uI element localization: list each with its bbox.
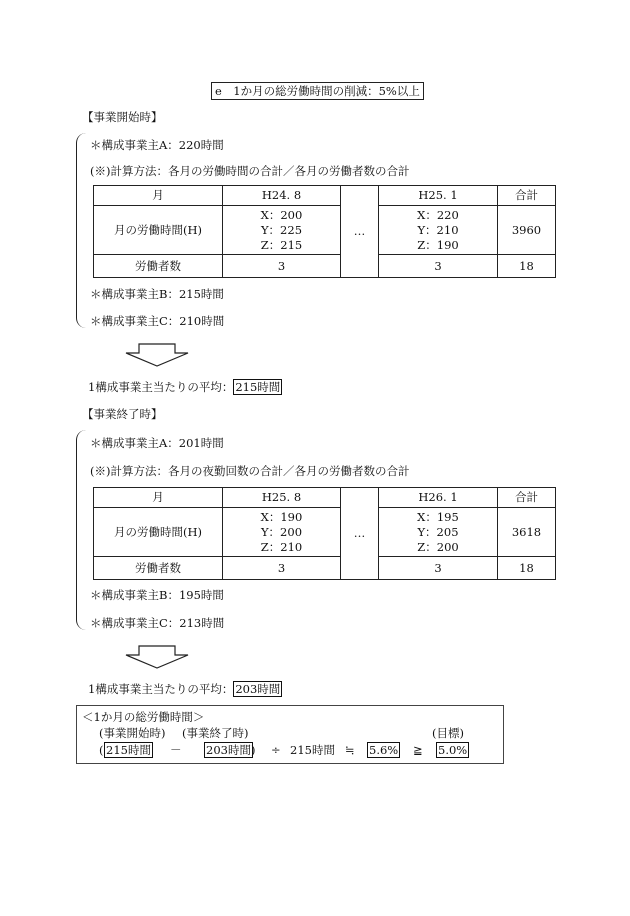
- ellipsis-cell: …: [341, 186, 379, 278]
- hours-label: 月の労働時間(H): [94, 206, 223, 255]
- target-value: 5.0%: [438, 743, 468, 757]
- last-month-workers: 3: [379, 557, 498, 580]
- brace-end: [76, 430, 87, 630]
- header-total: 合計: [498, 186, 556, 206]
- geq-sign: ≧: [413, 743, 423, 757]
- start-owner-b: ＊構成事業主B：215時間: [90, 287, 224, 301]
- table-row-workers: [94, 557, 556, 580]
- approx-sign: ≒: [345, 743, 355, 757]
- average-label: 1構成事業主当たりの平均：: [88, 380, 234, 394]
- first-month-hours: [223, 508, 341, 557]
- value-z: Z：215: [260, 237, 303, 252]
- table-row-hours: [94, 206, 556, 255]
- header-month: 月: [94, 488, 223, 508]
- average-value: 215時間: [235, 380, 281, 394]
- last-month-hours: [379, 206, 498, 255]
- last-month-workers: 3: [379, 255, 498, 278]
- start-method: (※)計算方法：各月の労働時間の合計／各月の労働者数の合計: [90, 164, 410, 178]
- start-owner-a: ＊構成事業主A：220時間: [90, 138, 224, 152]
- header-first-month: H24. 8: [223, 186, 341, 206]
- average-value: 203時間: [235, 682, 281, 696]
- workers-total: 18: [498, 557, 556, 580]
- value-z: Z：210: [260, 539, 303, 554]
- open-paren: (: [99, 743, 104, 757]
- value-y: Y：225: [260, 222, 303, 237]
- start-label: (事業開始時): [99, 726, 166, 740]
- close-paren: ): [251, 743, 256, 757]
- first-month-workers: 3: [223, 255, 341, 278]
- table-header-row: [94, 488, 556, 508]
- end-method: (※)計算方法：各月の夜勤回数の合計／各月の労働者数の合計: [90, 464, 410, 478]
- end-average: [88, 681, 282, 697]
- value-x: X：220: [417, 207, 459, 222]
- ellipsis-cell: …: [341, 488, 379, 580]
- value-z: Z：190: [417, 237, 459, 252]
- start-heading: 【事業開始時】: [82, 110, 163, 124]
- hours-label: 月の労働時間(H): [94, 508, 223, 557]
- end-table: [93, 487, 556, 580]
- minus-sign: －: [170, 743, 182, 757]
- value-x: X：200: [260, 207, 303, 222]
- workers-label: 労働者数: [94, 557, 223, 580]
- result-value: 5.6%: [369, 743, 399, 757]
- value-x: X：190: [260, 509, 303, 524]
- hours-total: 3960: [498, 206, 556, 255]
- value-y: Y：200: [260, 524, 303, 539]
- down-arrow-icon: [125, 343, 189, 367]
- summary-box: [76, 705, 504, 764]
- header-last-month: H26. 1: [379, 488, 498, 508]
- divide-sign: ÷: [271, 743, 281, 757]
- start-average: [88, 379, 282, 395]
- page-title: e 1か月の総労働時間の削減：5%以上: [211, 82, 424, 100]
- end-heading: 【事業終了時】: [82, 407, 163, 421]
- start-owner-c: ＊構成事業主C：210時間: [90, 314, 225, 328]
- workers-label: 労働者数: [94, 255, 223, 278]
- first-month-workers: 3: [223, 557, 341, 580]
- target-label: (目標): [432, 726, 464, 740]
- average-label: 1構成事業主当たりの平均：: [88, 682, 234, 696]
- divisor-value: 215時間: [290, 743, 335, 757]
- end-owner-c: ＊構成事業主C：213時間: [90, 616, 225, 630]
- first-month-hours: [223, 206, 341, 255]
- value-x: X：195: [417, 509, 459, 524]
- start-value: 215時間: [106, 743, 151, 757]
- header-total: 合計: [498, 488, 556, 508]
- brace-start: [76, 133, 87, 328]
- end-owner-a: ＊構成事業主A：201時間: [90, 436, 224, 450]
- header-last-month: H25. 1: [379, 186, 498, 206]
- table-row-workers: [94, 255, 556, 278]
- last-month-hours: [379, 508, 498, 557]
- start-table: [93, 185, 556, 278]
- workers-total: 18: [498, 255, 556, 278]
- down-arrow-icon: [125, 645, 189, 669]
- summary-heading: ＜1か月の総労働時間＞: [82, 710, 205, 724]
- end-owner-b: ＊構成事業主B：195時間: [90, 588, 224, 602]
- value-y: Y：205: [417, 524, 459, 539]
- end-label: (事業終了時): [182, 726, 249, 740]
- hours-total: 3618: [498, 508, 556, 557]
- value-y: Y：210: [417, 222, 459, 237]
- header-month: 月: [94, 186, 223, 206]
- table-header-row: [94, 186, 556, 206]
- end-value: 203時間: [206, 743, 251, 757]
- header-first-month: H25. 8: [223, 488, 341, 508]
- value-z: Z：200: [417, 539, 459, 554]
- table-row-hours: [94, 508, 556, 557]
